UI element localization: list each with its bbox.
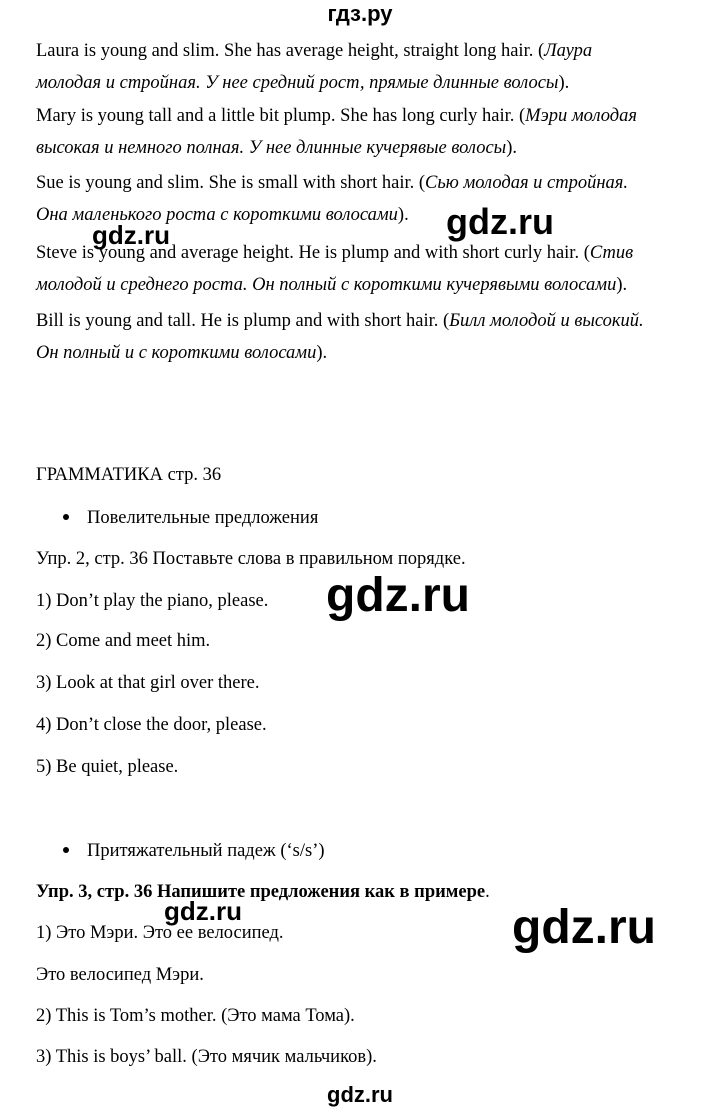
exercise-3-answer-1: 1) Это Мэри. Это ее велосипед. (36, 923, 284, 943)
watermark-logo: gdz.ru (512, 901, 656, 954)
exercise-2-answer-4: 4) Don’t close the door, please. (36, 715, 267, 735)
exercise-2-answer-3: 3) Look at that girl over there. (36, 673, 260, 693)
site-logo-footer[interactable]: gdz.ru (327, 1082, 393, 1107)
english-text: Mary is young tall and a little bit plump. She has long curly hair. ( (36, 106, 526, 126)
watermark-logo: gdz.ru (446, 201, 554, 242)
russian-translation: молодой и среднего роста. Он полный с короткими кучерявыми волосами (36, 275, 617, 295)
english-text: Laura is young and slim. She has average height, straight long hair. ( (36, 41, 545, 61)
bullet-item-imperatives (63, 505, 318, 531)
closing-punct: ). (397, 205, 409, 225)
russian-translation: Он полный и с короткими волосами (36, 343, 317, 363)
bullet-icon (63, 847, 69, 853)
english-text: Bill is young and tall. He is plump and with short hair. ( (36, 311, 450, 331)
exercise-3-title-text: Упр. 3, стр. 36 Напишите предложения как в примере (36, 882, 486, 902)
exercise-3-title (36, 879, 490, 905)
exercise-2-answer-1: 1) Don’t play the piano, please. (36, 591, 269, 611)
russian-translation: высокая и немного полная. У нее длинные кучерявые волосы (36, 138, 507, 158)
site-logo-header[interactable]: гдз.ру (327, 1, 393, 26)
exercise-2-answer-5: 5) Be quiet, please. (36, 757, 179, 777)
watermark-logo: gdz.ru (326, 569, 470, 622)
grammar-heading: ГРАММАТИКА стр. 36 (36, 465, 222, 485)
russian-translation: Лаура (544, 41, 593, 61)
russian-translation: Стив (589, 243, 634, 263)
bullet-item-possessive (63, 838, 325, 864)
english-text: Sue is young and slim. She is small with short hair. ( (36, 173, 426, 193)
description-paragraph-5 (36, 305, 696, 369)
exercise-3-answer-2: 2) This is Tom’s mother. (Это мама Тома). (36, 1006, 355, 1026)
bullet-label: Повелительные предложения (87, 508, 319, 528)
watermark-logo: gdz.ru (92, 220, 170, 250)
exercise-2-title: Упр. 2, стр. 36 Поставьте слова в правильном порядке. (36, 549, 466, 569)
russian-translation: Она маленького роста с короткими волосами (36, 205, 398, 225)
russian-translation: Мэри молодая (525, 106, 637, 126)
russian-translation: Билл молодой и высокий. (449, 311, 644, 331)
english-text: Steve is young and average height. He is plump and with short curly hair. ( (36, 243, 590, 263)
exercise-3-answer-3: 3) This is boys’ ball. (Это мячик мальчиков). (36, 1047, 377, 1067)
description-paragraph-2 (36, 100, 696, 164)
exercise-3-title-period: . (485, 882, 490, 902)
russian-translation: молодая и стройная. У нее средний рост, прямые длинные волосы (36, 73, 559, 93)
closing-punct: ). (558, 73, 570, 93)
bullet-icon (63, 514, 69, 520)
russian-translation: Сью молодая и стройная. (425, 173, 629, 193)
exercise-3-answer-1-result: Это велосипед Мэри. (36, 965, 204, 985)
closing-punct: ). (506, 138, 517, 158)
bullet-label: Притяжательный падеж (‘s/s’) (87, 841, 325, 861)
exercise-2-answer-2: 2) Come and meet him. (36, 631, 211, 651)
watermark-logo: gdz.ru (164, 896, 242, 926)
closing-punct: ). (616, 275, 628, 295)
closing-punct: ). (316, 343, 328, 363)
description-paragraph-1 (36, 35, 696, 99)
